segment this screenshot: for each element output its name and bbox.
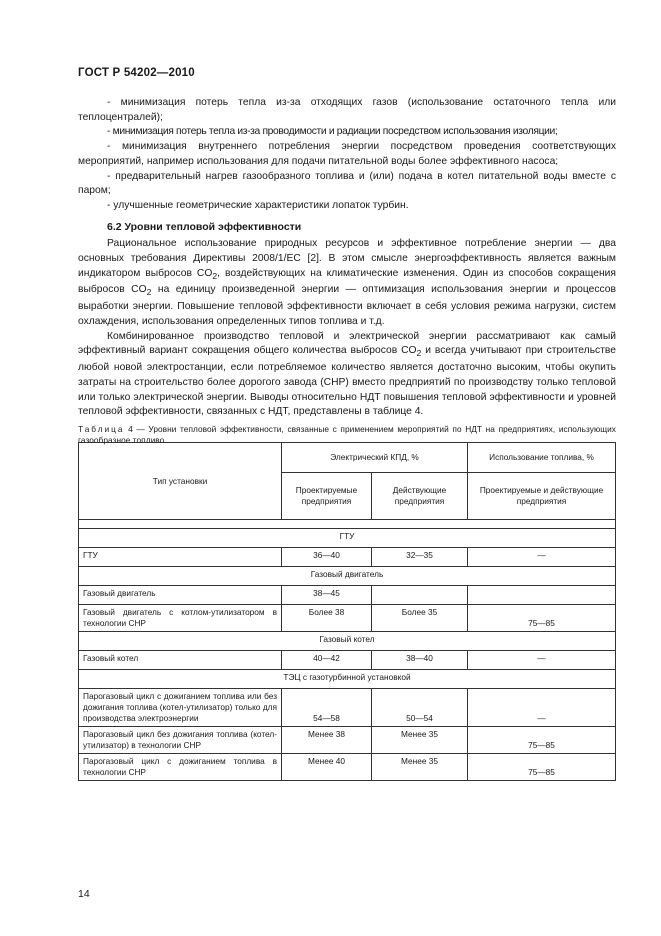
cell-fuel: — bbox=[468, 651, 616, 670]
table-row bbox=[79, 605, 616, 632]
table-row bbox=[79, 754, 616, 781]
cell-fuel: — bbox=[468, 689, 616, 727]
section-title: 6.2 Уровни тепловой эффективности bbox=[107, 220, 302, 233]
paragraph: Комбинированное производство тепловой и электрической энергии рассматривают как самый эффективный вариант сокращения общего количества выбросов $CO_2$ и всегда учитывают при строительстве любой новой электростанции, если потребляемое количество является достаточно высоким, чтобы окупить затраты на строительство более дорогого завода (CHP) вместо предприятий по производству только тепловой или только электрической энергии. Выводы относительно НДТ повышения тепловой эффективности и уровней тепловой эффективности, связанных с НДТ, представлены в таблице 4. bbox=[78, 330, 616, 418]
bullet-item: - улучшенные геометрические характеристики лопаток турбин. bbox=[107, 199, 409, 211]
cell-existing: Более 35 bbox=[372, 605, 468, 632]
cell-new: 36—40 bbox=[282, 548, 372, 567]
cell-type: Газовый котел bbox=[79, 651, 282, 670]
cell-existing: 38—40 bbox=[372, 651, 468, 670]
cell-fuel: 75—85 bbox=[468, 727, 616, 754]
bullet-item: - минимизация потерь тепла из-за проводимости и радиации посредством использования изоляции; bbox=[107, 126, 558, 138]
page-number: 14 bbox=[78, 888, 90, 900]
group-row: ГТУ bbox=[79, 529, 616, 548]
table-spacer bbox=[79, 520, 616, 529]
table-row bbox=[79, 548, 616, 567]
cell-existing: Менее 35 bbox=[372, 754, 468, 781]
cell-new: 54—58 bbox=[282, 689, 372, 727]
cell-type: Парогазовый цикл без дожигания топлива (котел-утилизатор) в технологии CHP bbox=[79, 727, 282, 754]
subheader-new-plants: Проектируемые предприятия bbox=[282, 473, 372, 520]
cell-new: 38—45 bbox=[282, 586, 372, 605]
table-row bbox=[79, 651, 616, 670]
subheader-existing-plants: Действующие предприятия bbox=[372, 473, 468, 520]
table-row bbox=[79, 727, 616, 754]
cell-type: Газовый двигатель bbox=[79, 586, 282, 605]
column-header-electric-efficiency: Электрический КПД, % bbox=[282, 443, 468, 473]
cell-new: 40—42 bbox=[282, 651, 372, 670]
cell-new: Менее 40 bbox=[282, 754, 372, 781]
cell-fuel: — bbox=[468, 548, 616, 567]
cell-existing: 32—35 bbox=[372, 548, 468, 567]
bullet-item: - минимизация внутреннего потребления энергии посредством проведения соответствующих мероприятий, например использования для подачи питательной воды более эффективного насоса; bbox=[78, 141, 616, 167]
paragraph: Рациональное использование природных ресурсов и эффективное потребление энергии — два основных требования Директивы 2008/1/ЕС [2]. В этом смысле энергоэффективность является важным индикатором выбросов $CO_2$, воздействующих на климатические изменения. Один из способов сокращения выбросов $CO_2$ на единицу произведенной энергии — оптимизация использования энергии и процессов выработки энергии. Повышение тепловой эффективности включает в себя условия режима нагрузки, систем охлаждения, использования определенных типов топлива и т.д. bbox=[78, 238, 617, 327]
subscript: 2 bbox=[212, 270, 218, 281]
cell-type: Парогазовый цикл с дожиганием топлива в технологии CHP bbox=[79, 754, 282, 781]
body-text bbox=[78, 96, 616, 447]
table-caption: Таблица 4 — Уровни тепловой эффективности, связанные с применением мероприятий по НДТ на предприятиях, использующих газообразное топливо bbox=[78, 423, 616, 446]
bullet-item: - предварительный нагрев газообразного топлива и (или) подача в котел питательной воды вместе с паром; bbox=[78, 170, 616, 197]
subscript: 2 bbox=[146, 287, 152, 298]
cell-fuel: 75—85 bbox=[468, 605, 616, 632]
cell-type: Газовый двигатель с котлом-утилизатором в технологии CHP bbox=[79, 605, 282, 632]
cell-fuel: 75—85 bbox=[468, 754, 616, 781]
table-row bbox=[79, 586, 616, 605]
cell-fuel bbox=[468, 586, 616, 605]
cell-existing bbox=[372, 586, 468, 605]
cell-type: ГТУ bbox=[79, 548, 282, 567]
cell-new: Менее 38 bbox=[282, 727, 372, 754]
efficiency-table bbox=[78, 442, 616, 781]
subscript: 2 bbox=[416, 348, 422, 359]
cell-type: Парогазовый цикл с дожиганием топлива или без дожигания топлива (котел-утилизатор) только для производства электроэнергии bbox=[79, 689, 282, 727]
column-header-fuel-use: Использование топлива, % bbox=[468, 443, 616, 473]
cell-existing: Менее 35 bbox=[372, 727, 468, 754]
bullet-item: - минимизация потерь тепла из-за отходящих газов (использование остаточного тепла или теплоцентралей); bbox=[78, 97, 616, 123]
subheader-new-and-existing: Проектируемые и действующие предприятия bbox=[468, 473, 616, 520]
column-header-type: Тип установки bbox=[79, 443, 282, 520]
group-row: Газовый котел bbox=[79, 632, 616, 651]
group-row: ТЭЦ с газотурбинной установкой bbox=[79, 670, 616, 689]
group-row: Газовый двигатель bbox=[79, 567, 616, 586]
document-code-header: ГОСТ Р 54202—2010 bbox=[78, 67, 195, 79]
table-row bbox=[79, 689, 616, 727]
cell-new: Более 38 bbox=[282, 605, 372, 632]
cell-existing: 50—54 bbox=[372, 689, 468, 727]
